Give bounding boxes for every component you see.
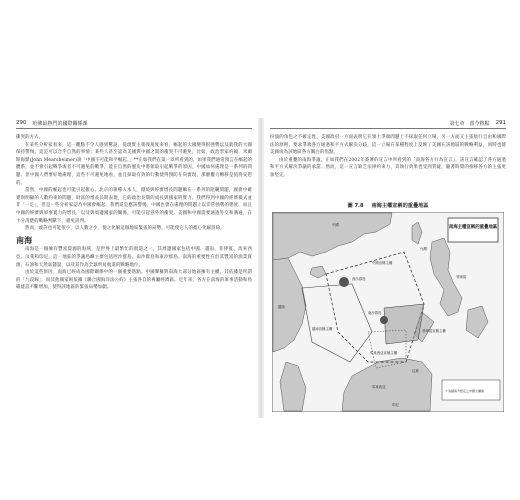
spratly-islands-marker [380,316,388,324]
label-spratly: 南沙群島 [368,311,382,315]
right-page [270,118,506,418]
map-title-text: 南海主權宣稱的重疊地區 [448,225,498,230]
figure-caption-text: 南海主權宣稱的重疊地區 [371,203,429,209]
left-paragraph-0: 衝突的方式。 [16,135,44,140]
right-running-header [270,118,506,129]
left-page-number: 290 [16,120,27,126]
label-china-claim: 中國宣稱主權 [372,261,393,265]
overlap-zone [384,304,424,344]
label-china: 中國 [332,223,339,227]
left-page [16,118,252,418]
label-philippines-claim: 菲律賓宣稱主權 [422,329,446,333]
section-paragraph-1: 由於這些原因，南海已經成為國際關係中的一個重要熱點。中國聲稱對南海大部分地區擁有主權，其依據是所謂的「九段線」，而其他國家則依據《聯合國海洋法公約》主張各自的專屬經濟區。近年來，各方在南海的軍事活動和島礁建設不斷增加，使得該地區的緊張局勢加劇。 [16,270,252,291]
map-legend-box [448,218,498,242]
section-heading: 南海 [16,234,33,245]
left-running-header [16,118,252,129]
left-paragraph-2: 當然，中國的崛起也可能引起擔心。北京的領導人本人，環境與經濟增長問題嘛在一系列的阻礙問題，國會中確實與明顯的人數約束的問題，財富的增長長期表現，它的政治長期的成長與國家的實力，我們得到中國的經濟模式並非「一定」，但是一些分析家認為中國會崛起，我們還是應該警惕，中國也會在處理的問題上以非常強勢的態度，而且中國的經濟與軍事實力的增長，以及與周邊國家的關係，可能引起意外的衝突。美國和中國需要通過外交和溝通，在十分清楚的戰略判斷下，避免誤判。 [16,188,252,224]
south-china-sea-map [272,212,504,412]
label-malaysia-claim: 馬來西亞宣稱主權 [370,351,398,355]
label-brunei: 汶萊 [412,369,419,373]
figure-number: 圖 7.8 [347,203,364,209]
label-malaysia: 馬來西亞 [372,385,386,389]
label-indonesia: 印尼 [392,403,399,407]
label-paracel: 西沙群島 [352,277,366,281]
label-vietnam: 越南 [278,305,285,309]
label-vietnam-claim: 越南宣稱主權 [312,327,333,331]
right-page-number: 291 [495,120,506,126]
figure-caption [270,202,506,209]
right-paragraph-0: 扮演的角色之不確定性，美國政府一方面表明它在領土爭端問題上不採取任何立場，另一方面又主張航行自由和國際法的原則，要求爭端各方通過和平方式解決分歧。這一立場在某種程度上反映了美國在該地區的戰略利益，同時也使美國成為該地區各方關注的焦點。 [270,135,506,156]
right-body-text [270,134,506,180]
paracel-islands-marker [339,277,349,287]
right-running-head-title: 第七章 當今熱點 [449,120,490,127]
label-philippines: 菲律賓 [456,275,467,279]
map-note-text: ＊為越南方認定之中國主權線 [445,389,485,393]
label-taiwan: 台灣 [420,247,427,251]
left-running-head-title: 哈佛最熱門的國際關係課 [32,120,88,127]
left-body-text [16,134,252,292]
left-paragraph-3: 然而，或許也可能很小，以人數之少，使之化解這個地區緊張的局勢，可能使它人的擔心化解消除。 [25,226,225,232]
section-paragraph-0: 南海是一個擁有豐富資源的海域，是世界上最繁忙的航道之一，其周邊國家包括中國、越南、菲律賓、馬來西亞、汶萊和印尼。這一地區的爭議島嶼主要包括西沙群島、南沙群島和東沙群島。南海的重要性在於其豐富的漁業資源、石油和天然氣儲量，以及其作為全球貿易航道的戰略地位。 [16,247,252,268]
left-paragraph-1: 在某些分析家看來，這一觀點不令人感到驚訝，從現實主義義角度來看，崛起的大國變得很強勢以及就我的大國保持警惕、這是可以合乎自然的事情；某些人甚至認為美國與中國之間的衝突不可避免，比如，政治學家約翰．米爾斯海默(John Mearsheimer)說「中國不可能和平崛起。」**正如我們在第一章所看到的，如果我們通常預言在崛起的體系，並不會引起戰爭或者不可避免的戰爭，能在自然的歷史中將領取引起戰爭的原因，中國如何處理是一系列的問題。但中國人們要好地處理，這些不可避免地看，並且採取有效的行動使得預防在向實現，那麼權力轉移是值得安慰的。 [16,142,252,186]
book-gutter [258,118,264,418]
right-paragraph-1: 由於重疊的南海爭議，正如我們在2002年簽署的宣言中所看到的「南海各方行為宣言」，該宣言確認了各方通過和平方式解決爭議的承諾。然而，這一宣言缺乏法律約束力，其執行效果也受到質疑，隨著時間的推移各方的主張更加堅定。 [270,157,506,178]
